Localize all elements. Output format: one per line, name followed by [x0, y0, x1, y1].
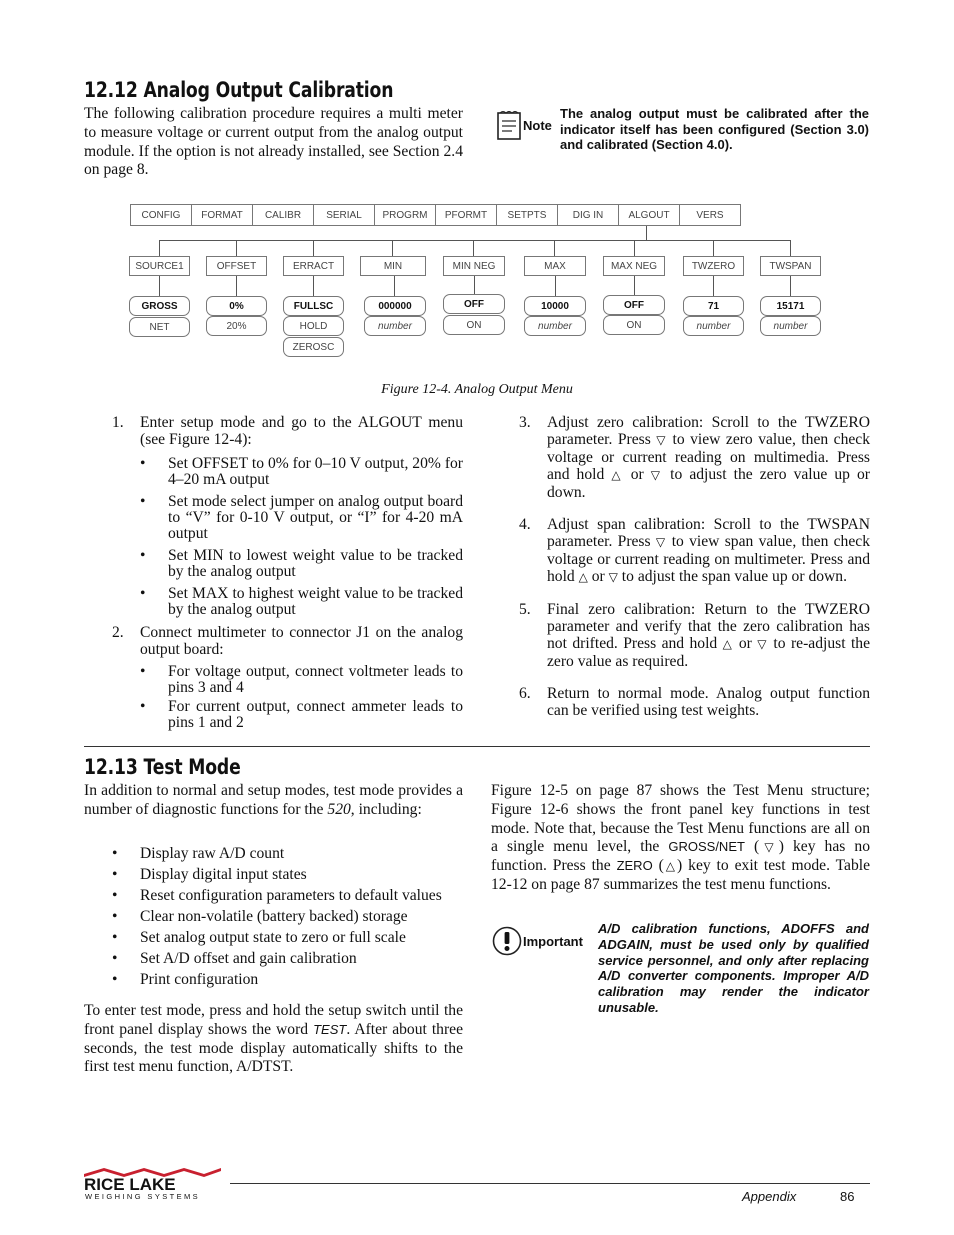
- bullet: • For current output, connect ammeter leads to pins 1 and 2: [140, 698, 463, 731]
- value-offset-20: 20%: [206, 316, 267, 336]
- step-text: Connect multimeter to connector J1 on the analog output board:: [140, 624, 463, 658]
- bullet-text: Set MIN to lowest weight value to be tracked by the analog output: [168, 547, 463, 580]
- enter-test-mode-paragraph: [84, 1002, 463, 1077]
- text-run: ) key to exit test mode. Table 12-12 on page 87 summarizes the test menu functions.: [491, 857, 871, 893]
- menu-algout: ALGOUT: [619, 205, 680, 225]
- connector-param-value: [394, 276, 395, 296]
- step-text: or: [623, 466, 651, 483]
- connector-param-value: [634, 276, 635, 296]
- bullet-text: Set MAX to highest weight value to be tracked by the analog output: [168, 585, 463, 618]
- list-item-text: Display digital input states: [140, 866, 307, 883]
- connector-horizontal: [159, 240, 791, 241]
- step-number: 1.: [112, 414, 124, 431]
- value-gross: GROSS: [129, 296, 190, 316]
- rice-lake-logo: [84, 1166, 222, 1200]
- connector-drop: [392, 240, 393, 256]
- down-arrow-icon: ▽: [759, 840, 779, 855]
- connector-param-value: [555, 276, 556, 296]
- menu-progrm: PROGRM: [375, 205, 436, 225]
- footer-rule: [230, 1183, 870, 1184]
- list-item: • Set analog output state to zero or full scale: [112, 929, 406, 946]
- procedure-left-column: [84, 414, 463, 737]
- test-menu-paragraph: [491, 782, 870, 895]
- step-text: Enter setup mode and go to the ALGOUT menu (see Figure 12-4):: [140, 414, 463, 448]
- section-divider: [84, 746, 870, 747]
- connector-param-value: [474, 276, 475, 296]
- step-text: to adjust the zero value up or down.: [547, 466, 870, 501]
- analog-intro-paragraph: The following calibration procedure requires a multi meter to measure voltage or current output from the analog output module. If the option is not already installed, see Section 2.4 on page 8.: [84, 105, 463, 179]
- important-text: A/D calibration functions, ADOFFS and ADGAIN, must be used only by qualified service personnel, and only after replacing A/D converter components. Improper A/D calibration may render the indicator unusable.: [598, 921, 869, 1015]
- value-max-number: number: [524, 316, 586, 336]
- text-run: (: [652, 857, 664, 875]
- list-item-text: Reset configuration parameters to default values: [140, 887, 442, 904]
- step-2: [84, 624, 463, 658]
- bullet: • Set MAX to highest weight value to be tracked by the analog output: [140, 585, 463, 618]
- value-maxneg-on: ON: [603, 315, 665, 335]
- param-min: MIN: [360, 256, 426, 276]
- important-label: Important: [523, 934, 583, 949]
- connector-param-value: [313, 276, 314, 296]
- bullet: • For voltage output, connect voltmeter leads to pins 3 and 4: [140, 663, 463, 696]
- list-item-text: Clear non-volatile (battery backed) storage: [140, 908, 408, 925]
- list-item: • Print configuration: [112, 971, 259, 988]
- logo-wordmark: RICE LAKE: [84, 1175, 176, 1194]
- note-label: Note: [523, 118, 552, 133]
- list-item-text: Set A/D offset and gain calibration: [140, 950, 357, 967]
- param-twspan: TWSPAN: [760, 256, 821, 276]
- menu-format: FORMAT: [192, 205, 253, 225]
- step-4: [491, 516, 870, 586]
- step-number: 5.: [519, 601, 531, 618]
- connector-drop: [713, 240, 714, 256]
- connector-param-value: [236, 276, 237, 296]
- param-source1: SOURCE1: [129, 256, 190, 276]
- menu-pformt: PFORMT: [436, 205, 497, 225]
- value-net: NET: [129, 317, 190, 337]
- value-twzero-71: 71: [683, 296, 744, 316]
- value-maxneg-off: OFF: [603, 295, 665, 315]
- connector-algout-down: [646, 226, 647, 240]
- logo-subtitle: WEIGHING SYSTEMS: [85, 1192, 201, 1200]
- value-minneg-off: OFF: [443, 294, 505, 314]
- step-number: 2.: [112, 624, 124, 641]
- step-5: [491, 601, 870, 670]
- menu-calibr: CALIBR: [253, 205, 314, 225]
- list-item-text: Print configuration: [140, 971, 259, 988]
- step-3: [491, 414, 870, 501]
- bullet: • Set OFFSET to 0% for 0–10 V output, 20% for 4–20 mA output: [140, 455, 463, 488]
- list-item: • Display raw A/D count: [112, 845, 285, 862]
- up-arrow-icon: △: [722, 637, 734, 651]
- step-number: 3.: [519, 414, 531, 431]
- procedure-right-column: [491, 414, 870, 725]
- section-heading-analog-output: 12.12 Analog Output Calibration: [84, 78, 394, 102]
- step-text: to adjust the span value up or down.: [617, 568, 847, 585]
- up-arrow-icon: △: [611, 468, 624, 482]
- bullet-text: For current output, connect ammeter leads to pins 1 and 2: [168, 698, 463, 731]
- menu-config: CONFIG: [131, 205, 192, 225]
- menu-serial: SERIAL: [314, 205, 375, 225]
- key-gross-net: GROSS/NET: [668, 839, 745, 855]
- connector-drop: [159, 240, 160, 256]
- text-run: . After about three seconds, the test mode display automatically shifts to the first test menu function, A/DTST.: [84, 1020, 463, 1076]
- down-arrow-icon: ▽: [608, 570, 618, 584]
- value-minneg-on: ON: [443, 315, 505, 335]
- exclamation-icon: [492, 926, 522, 956]
- menu-dig-in: DIG IN: [558, 205, 619, 225]
- value-min-000000: 000000: [364, 296, 426, 316]
- bullet-text: Set mode select jumper on analog output board to “V” for 0-10 V output, or “I” for 4-20 mA output: [168, 493, 463, 542]
- value-twspan-15171: 15171: [760, 296, 821, 316]
- list-item-text: Set analog output state to zero or full scale: [140, 929, 406, 946]
- step-6: [491, 685, 870, 719]
- param-twzero: TWZERO: [683, 256, 744, 276]
- connector-param-value: [159, 276, 160, 296]
- text-run: (: [744, 838, 760, 856]
- connector-param-value: [713, 276, 714, 296]
- connector-drop: [790, 240, 791, 256]
- up-arrow-icon: △: [663, 859, 678, 874]
- value-hold: HOLD: [283, 316, 344, 336]
- value-offset-0: 0%: [206, 296, 267, 316]
- step-text: or: [733, 635, 758, 652]
- text-run: To enter test mode, press and hold the setup switch until the front panel display shows the word: [84, 1002, 463, 1038]
- list-item: • Set A/D offset and gain calibration: [112, 950, 357, 967]
- bullet-text: For voltage output, connect voltmeter leads to pins 3 and 4: [168, 663, 463, 696]
- step-text: Adjust span calibration: Scroll to the TWSPAN parameter. Press: [547, 516, 870, 550]
- text-run: Figure 12-5 on page 87 shows the Test Menu structure; Figure 12-6 shows the front panel key functions in test mode. Note that, because the Test Menu functions are all on a single menu level, the: [491, 782, 870, 856]
- section-heading-test-mode: 12.13 Test Mode: [84, 755, 241, 779]
- param-max: MAX: [524, 256, 586, 276]
- note-text: The analog output must be calibrated after the indicator itself has been configured (Section 3.0) and calibrated (Section 4.0).: [560, 106, 869, 152]
- display-word-test: TEST: [313, 1021, 347, 1037]
- text-run: , including:: [350, 800, 422, 818]
- down-arrow-icon: ▽: [655, 535, 667, 549]
- menu-top-level-bar: [130, 204, 741, 226]
- text-run: ) key has no function. Press the: [491, 838, 870, 875]
- param-min-neg: MIN NEG: [443, 256, 505, 276]
- text-run: In addition to normal and setup modes, test mode provides a number of diagnostic functions for the: [84, 782, 463, 818]
- value-zerosc: ZEROSC: [283, 337, 344, 357]
- page-number: 86: [840, 1189, 855, 1204]
- connector-drop: [313, 240, 314, 256]
- value-fullsc: FULLSC: [283, 296, 344, 316]
- param-erract: ERRACT: [283, 256, 344, 276]
- down-arrow-icon: ▽: [656, 433, 668, 447]
- footer-section: Appendix: [742, 1189, 797, 1204]
- connector-drop: [473, 240, 474, 256]
- up-arrow-icon: △: [578, 570, 588, 584]
- test-functions-list: [84, 846, 463, 993]
- value-twspan-number: number: [760, 316, 821, 336]
- list-item: • Reset configuration parameters to default values: [112, 887, 442, 904]
- step-text: to view zero value, then check voltage or current reading on multimedia. Press and hold: [547, 431, 870, 483]
- step-text: or: [587, 568, 609, 585]
- model-number: 520: [327, 800, 351, 818]
- down-arrow-icon: ▽: [757, 637, 768, 651]
- step-text: Return to normal mode. Analog output function can be verified using test weights.: [547, 685, 870, 719]
- bullet: • Set mode select jumper on analog output board to “V” for 0-10 V output, or “I” for 4-20 mA output: [140, 493, 463, 542]
- figure-caption: Figure 12-4. Analog Output Menu: [381, 382, 573, 397]
- param-max-neg: MAX NEG: [603, 256, 665, 276]
- connector-drop: [236, 240, 237, 256]
- connector-param-value: [790, 276, 791, 296]
- down-arrow-icon: ▽: [650, 468, 664, 482]
- step-number: 6.: [519, 685, 531, 702]
- step-text: Final zero calibration: Return to the TWZERO parameter and verify that the zero calibration has not drifted. Press and hold: [547, 601, 870, 652]
- connector-drop: [554, 240, 555, 256]
- connector-drop: [634, 240, 635, 256]
- bullet-text: Set OFFSET to 0% for 0–10 V output, 20% for 4–20 mA output: [168, 455, 463, 488]
- param-offset: OFFSET: [206, 256, 267, 276]
- step-number: 4.: [519, 516, 531, 533]
- menu-setpts: SETPTS: [497, 205, 558, 225]
- step-text: to re-adjust the zero value as required.: [547, 635, 870, 670]
- value-min-number: number: [364, 316, 426, 336]
- step-text: Adjust zero calibration: Scroll to the TWZERO parameter. Press: [547, 414, 870, 448]
- list-item: • Display digital input states: [112, 866, 307, 883]
- bullet: • Set MIN to lowest weight value to be tracked by the analog output: [140, 547, 463, 580]
- value-twzero-number: number: [683, 316, 744, 336]
- note-icon: [496, 111, 522, 141]
- menu-vers: VERS: [696, 209, 724, 221]
- test-intro-paragraph: [84, 782, 463, 820]
- list-item-text: Display raw A/D count: [140, 845, 285, 862]
- value-max-10000: 10000: [524, 296, 586, 316]
- step-text: to view span value, then check voltage or current reading on multimeter. Press and hold: [547, 533, 870, 585]
- step-1: [84, 414, 463, 448]
- list-item: • Clear non-volatile (battery backed) storage: [112, 908, 408, 925]
- key-zero: ZERO: [616, 858, 653, 874]
